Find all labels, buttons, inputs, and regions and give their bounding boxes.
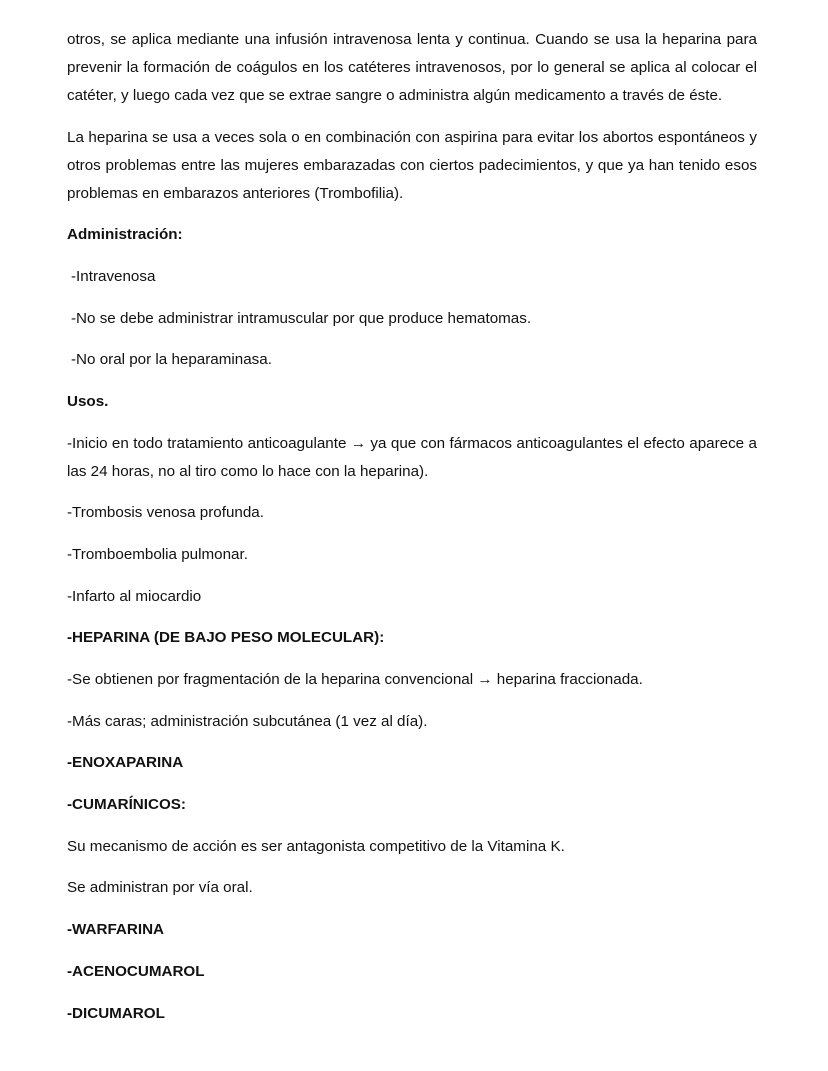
drug-acenocumarol: -ACENOCUMAROL [67, 962, 205, 980]
heading-usos: Usos. [67, 393, 109, 411]
drug-warfarina: -WARFARINA [67, 921, 165, 939]
list-item-hbpm: -Se obtienen por fragmentación de la heparina convencional → heparina fraccionada. [67, 670, 643, 688]
drug-dicumarol: -DICUMAROL [67, 1004, 165, 1022]
list-item-cumarinicos: Se administran por vía oral. [67, 879, 253, 897]
paragraph-heparina-infusion: otros, se aplica mediante una infusión intravenosa lenta y continua. Cuando se usa la heparina para prevenir la formación de coágulos en los catéteres intravenosos, por lo general se aplica al colocar el catéter, y luego cada vez que se extrae sangre o administra algún medicamento a través de éste. [67, 31, 757, 105]
heading-administracion: Administración: [67, 226, 183, 244]
list-item-administracion: -Intravenosa [71, 267, 156, 285]
list-item-usos: -Tromboembolia pulmonar. [67, 545, 248, 563]
drug-enoxaparina: -ENOXAPARINA [67, 754, 184, 772]
heading-heparina-bajo-peso: -HEPARINA (DE BAJO PESO MOLECULAR): [67, 629, 385, 647]
paragraph-usos-inicio: -Inicio en todo tratamiento anticoagulante → ya que con fármacos anticoagulantes el efecto aparece a las 24 horas, no al tiro como lo hace con la heparina). [67, 434, 757, 480]
document-page [67, 26, 757, 1041]
heading-cumarinicos: -CUMARÍNICOS: [67, 796, 186, 814]
list-item-usos: -Trombosis venosa profunda. [67, 504, 264, 522]
list-item-administracion: -No oral por la heparaminasa. [71, 351, 272, 369]
list-item-hbpm: -Más caras; administración subcutánea (1 vez al día). [67, 712, 428, 730]
list-item-usos: -Infarto al miocardio [67, 587, 202, 605]
paragraph-heparina-embarazo: La heparina se usa a veces sola o en combinación con aspirina para evitar los abortos espontáneos y otros problemas entre las mujeres embarazadas con ciertos padecimientos, y que ya han tenido esos problemas en embarazos anteriores (Trombofilia). [67, 128, 757, 203]
list-item-cumarinicos: Su mecanismo de acción es ser antagonista competitivo de la Vitamina K. [67, 837, 565, 855]
list-item-administracion: -No se debe administrar intramuscular por que produce hematomas. [71, 309, 532, 327]
